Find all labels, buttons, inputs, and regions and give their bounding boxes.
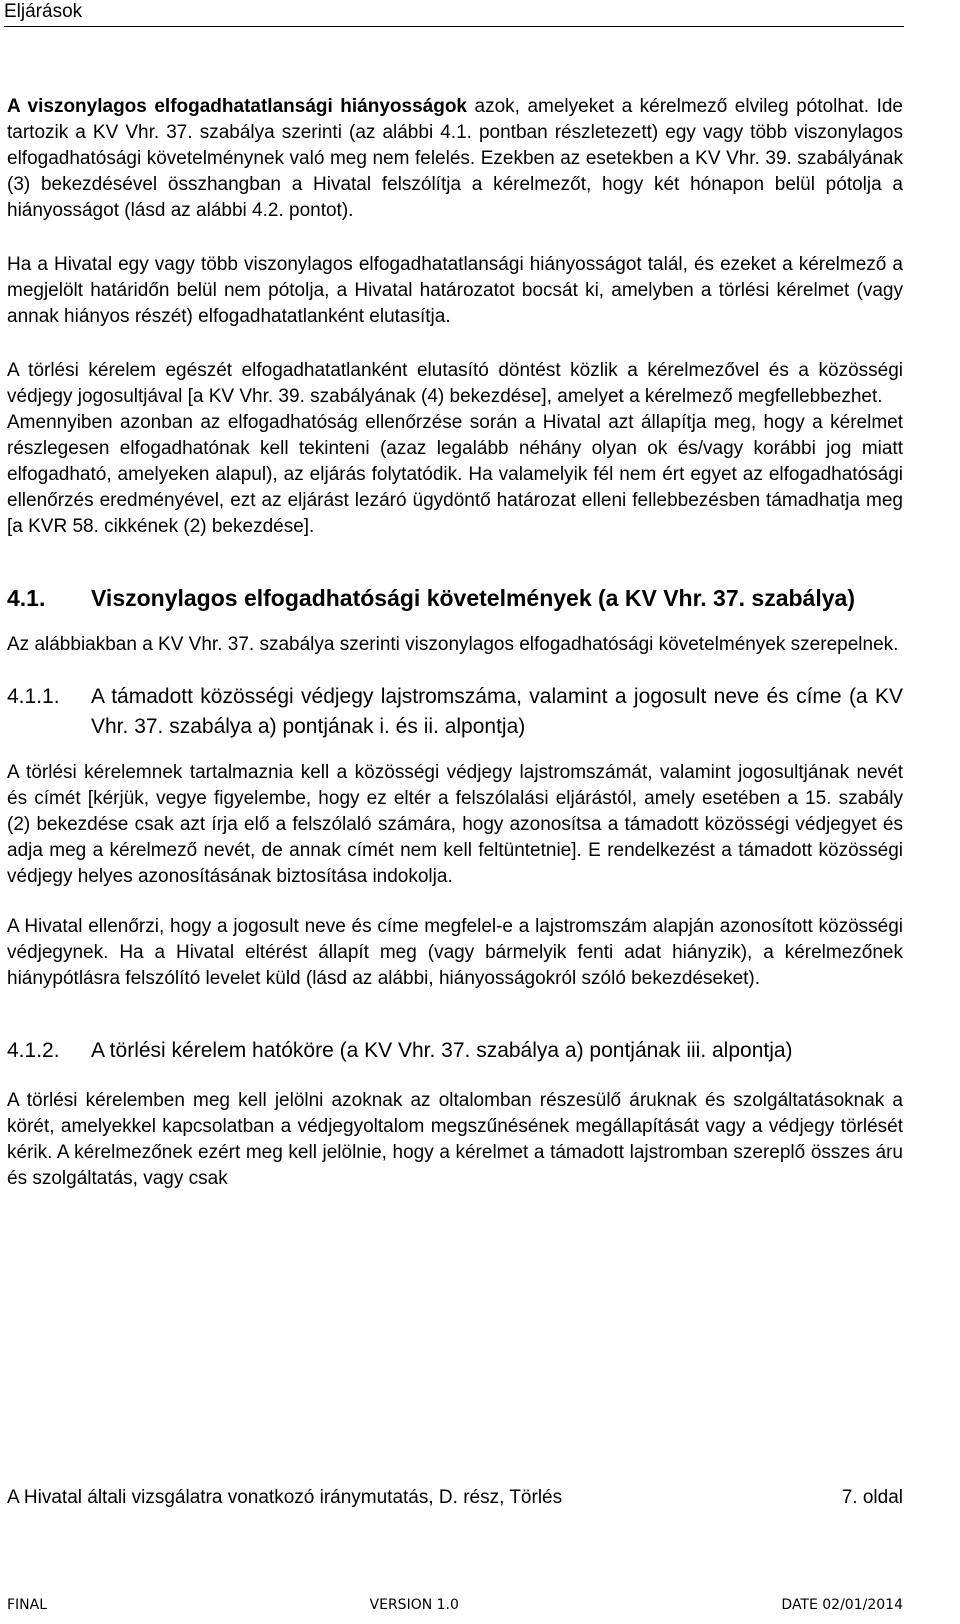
section-number: 4.1.2. — [7, 1039, 60, 1062]
header-title: Eljárások — [4, 1, 83, 22]
section-title: Viszonylagos elfogadhatósági követelmények (a KV Vhr. 37. szabálya) — [91, 585, 855, 611]
page-number: 7. oldal — [841, 1487, 903, 1508]
paragraph-scope: A törlési kérelemben meg kell jelölni azoknak az oltalomban részesülő áruknak és szolgáltatásoknak a körét, amelyekkel kapcsolatban a védjegyoltalom megszűnésének megállapítását vagy a védjegy törlését kérik. A kérelmezőnek ezért meg kell jelölnie, hogy a kérelmet a támadott lajstromban szereplő összes áru és szolgáltatás, vagy csak — [7, 1090, 903, 1189]
footer-document-title: A Hivatal általi vizsgálatra vonatkozó iránymutatás, D. rész, Törlés — [7, 1487, 563, 1508]
version-footer — [7, 1596, 903, 1614]
date-label: DATE 02/01/2014 — [781, 1597, 903, 1613]
bold-term: A viszonylagos elfogadhatatlansági hiányosságok — [7, 96, 468, 117]
section-title: A törlési kérelem hatóköre (a KV Vhr. 37. szabálya a) pontjának iii. alpontja) — [91, 1039, 793, 1062]
section-heading-4-1-2 — [7, 1036, 903, 1066]
version-label: VERSION 1.0 — [369, 1597, 459, 1613]
paragraph-partial-admissibility: Amennyiben azonban az elfogadhatóság ellenőrzése során a Hivatal azt állapítja meg, hogy a kérelmet részlegesen elfogadhatónak kell tekinteni (azaz legalább néhány olyan ok és/vagy korábbi jog miatt elfogadható, amelyeken alapul), az eljárás folytatódik. Ha valamelyik fél nem ért egyet az elfogadhatósági ellenőrzés eredményével, ezt az eljárást lezáró ügydöntő határozat elleni fellebbezésben támadhatja meg [a KVR 58. cikkének (2) bekezdése]. — [7, 412, 903, 537]
paragraph-notification: A törlési kérelem egészét elfogadhatatlanként elutasító döntést közlik a kérelmezővel és a közösségi védjegy jogosultjával [a KV Vhr. 39. szabályának (4) bekezdése], amelyet a kérelmező megfellebbezhet. — [7, 360, 903, 407]
paragraph-registration-number: A törlési kérelemnek tartalmaznia kell a közösségi védjegy lajstromszámát, valamint jogosultjának nevét és címét [kérjük, vegye figyelembe, hogy ez eltér a felszólalási eljárástól, amely esetében a 15. szabály (2) bekezdése csak azt írja elő a felszólaló számára, hogy azonosítsa a támadott közösségi védjegyet és adja meg a kérelmező nevét, de annak címét nem kell feltüntetnie]. E rendelkezést a támadott közösségi védjegy helyes azonosításának biztosítása indokolja. — [7, 762, 903, 887]
section-heading-4-1-1 — [7, 682, 903, 742]
running-header — [4, 0, 904, 27]
paragraph-intro-requirements: Az alábbiakban a KV Vhr. 37. szabálya szerinti viszonylagos elfogadhatósági követelmények szerepelnek. — [7, 634, 899, 655]
section-number: 4.1. — [7, 585, 46, 611]
paragraph-rejection: Ha a Hivatal egy vagy több viszonylagos elfogadhatatlansági hiányosságot talál, és ezeket a kérelmező a megjelölt határidőn belül nem pótolja, a Hivatal határozatot bocsát ki, amelyben a törlési kérelmet (vagy annak hiányos részét) elfogadhatatlanként elutasítja. — [7, 254, 903, 327]
status-label: FINAL — [7, 1597, 48, 1613]
section-number: 4.1.1. — [7, 685, 60, 708]
paragraph-text: azok, amelyeket a kérelmező elvileg pótolhat. Ide tartozik a KV Vhr. 37. szabálya szerinti (az alábbi 4.1. pontban részletezett) egy vagy több viszonylagos elfogadhatósági követelménynek való meg nem felelés. Ezekben az esetekben a KV Vhr. 39. szabályának (3) bekezdésével összhangban a Hivatal felszólítja a kérelmezőt, hogy két hónapon belül pótolja a hiányosságot (lásd az alábbi 4.2. pontot). — [7, 96, 903, 221]
section-title: A támadott közösségi védjegy lajstromszáma, valamint a jogosult neve és címe (a KV Vhr. 37. szabálya a) pontjának i. és ii. alpontja) — [91, 685, 903, 738]
paragraph-relative-deficiencies — [7, 94, 903, 224]
section-heading-4-1 — [7, 582, 903, 614]
page-footer — [7, 1486, 903, 1510]
document-body — [7, 94, 903, 1192]
paragraph-office-check: A Hivatal ellenőrzi, hogy a jogosult neve és címe megfelel-e a lajstromszám alapján azonosított közösségi védjegynek. Ha a Hivatal eltérést állapít meg (vagy bármelyik fenti adat hiányzik), a kérelmezőnek hiánypótlásra felszólító levelet küld (lásd az alábbi, hiányosságokról szóló bekezdéseket). — [7, 916, 903, 989]
